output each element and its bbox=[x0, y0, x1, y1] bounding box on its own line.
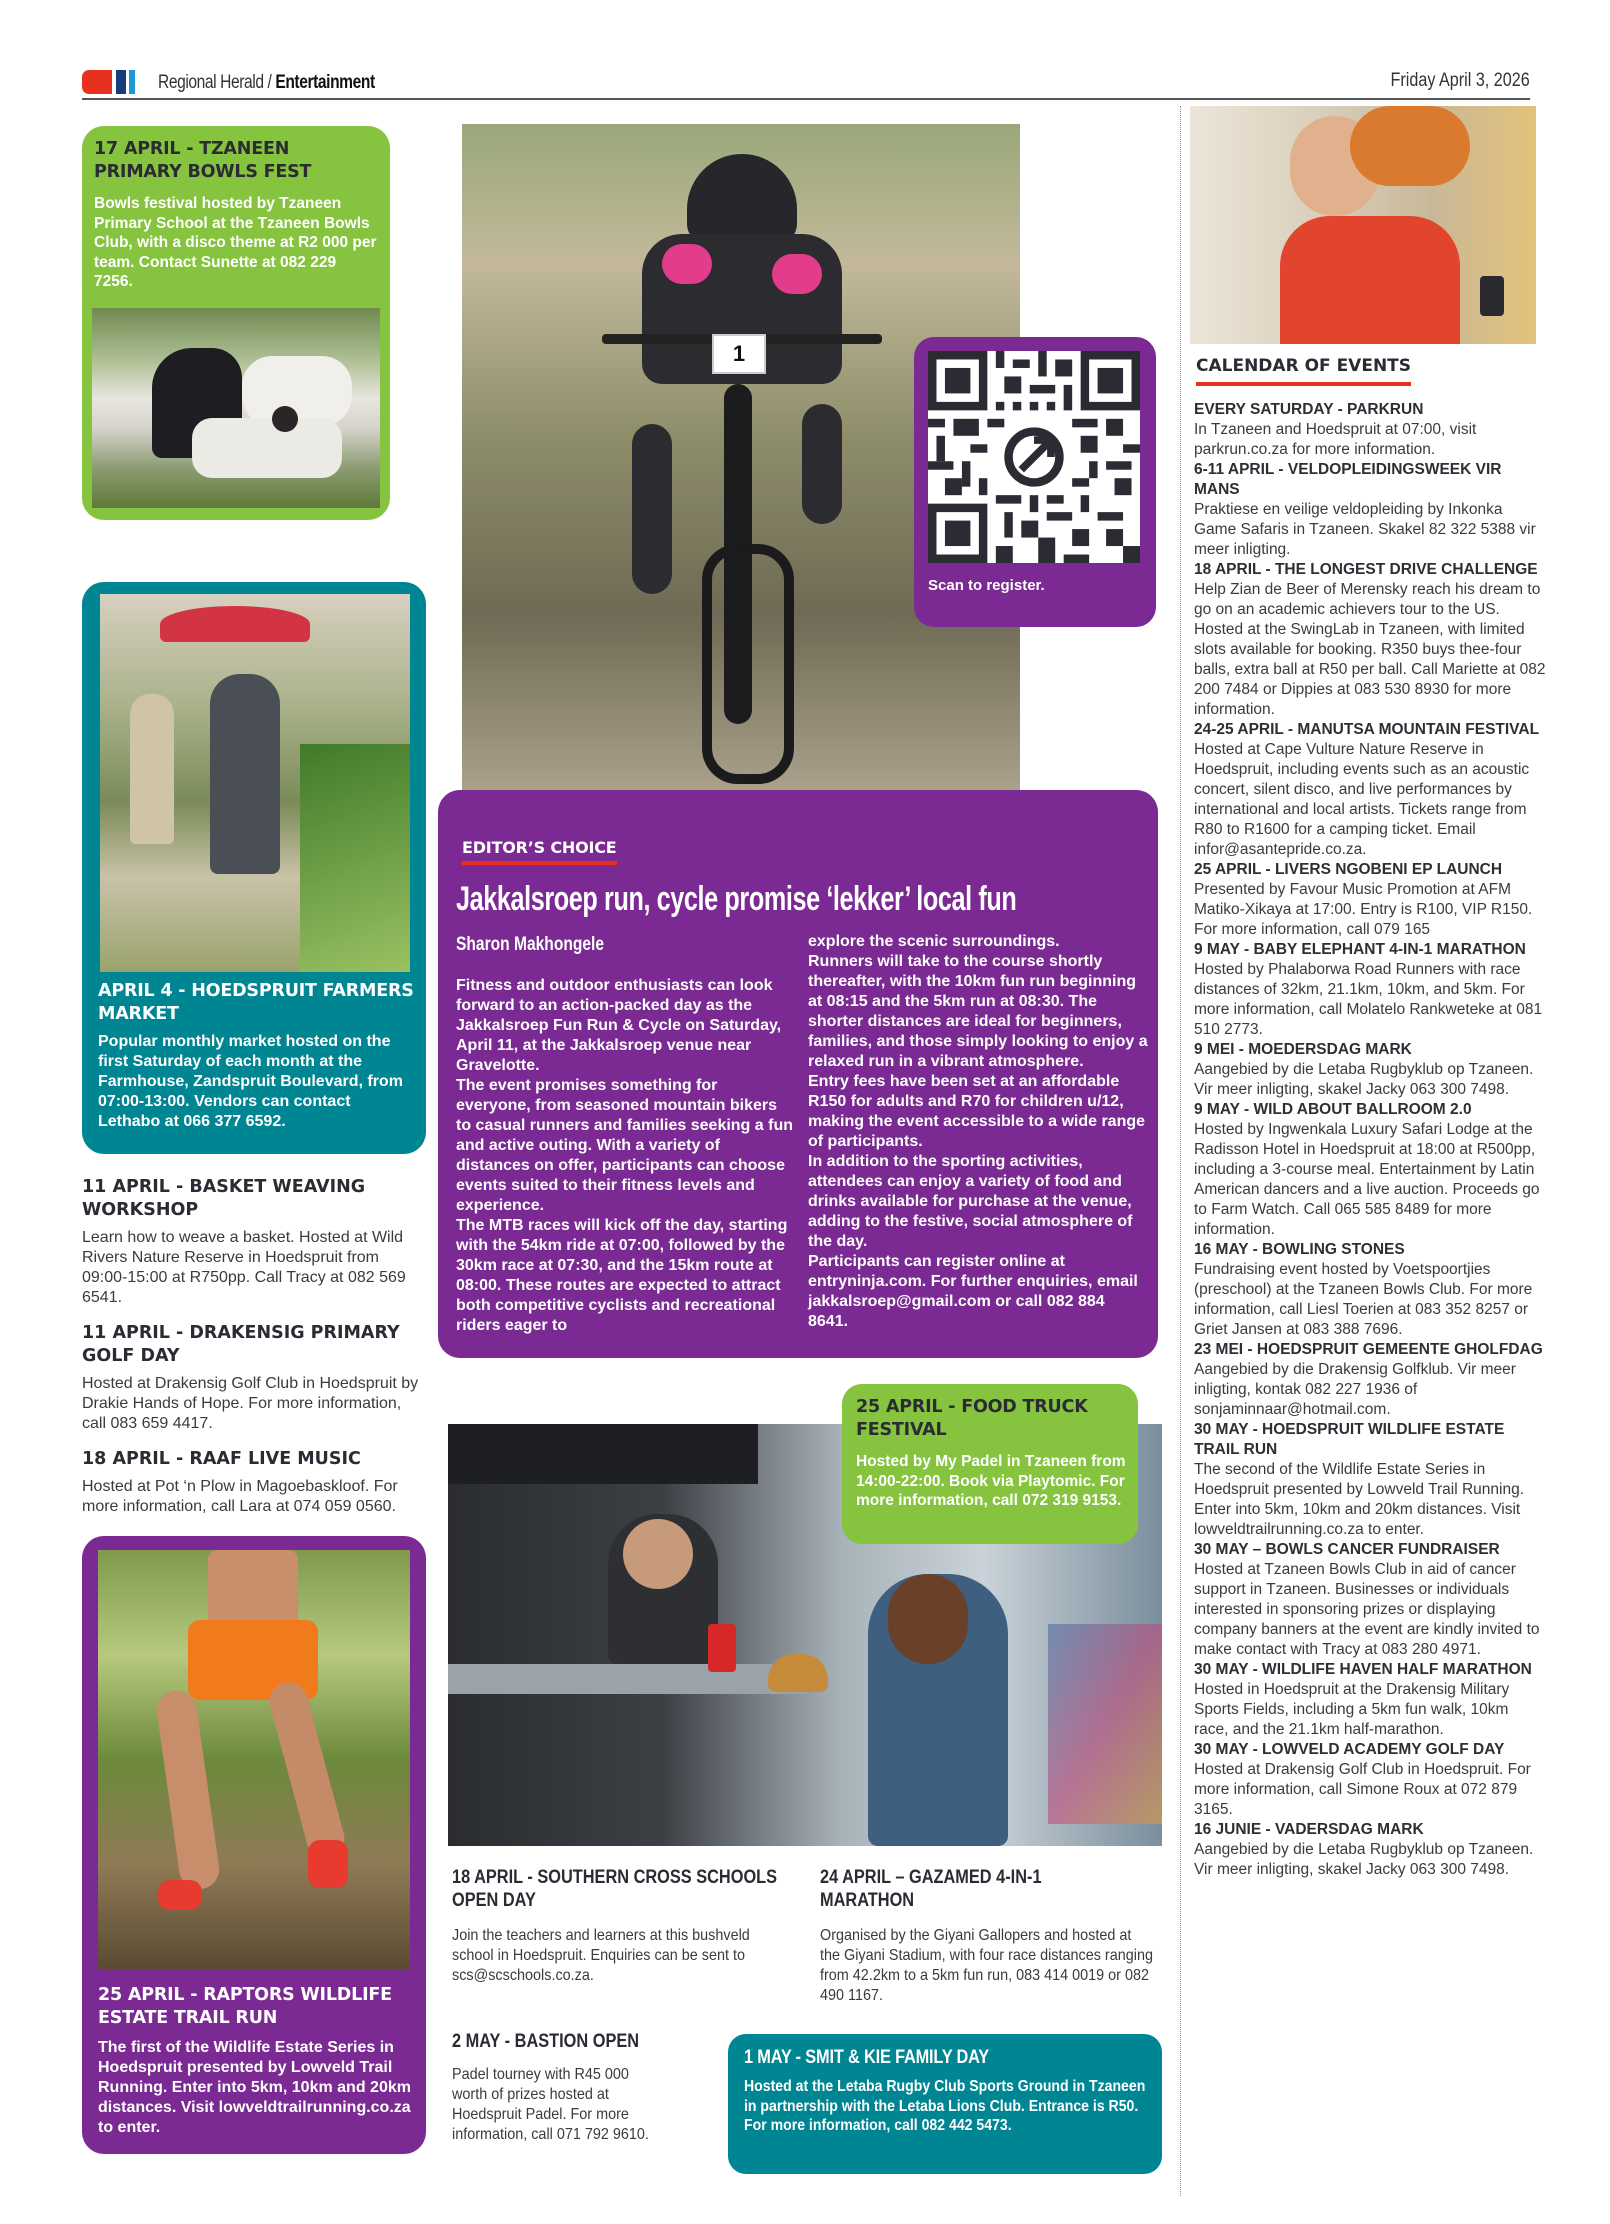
event-body: Popular monthly market hosted on the first Saturday of each month at the Farmhouse, Zandspruit Boulevard, from 07:00-13:00. Vendors can contact Lethabo at 066 377 6592. bbox=[98, 1033, 403, 1130]
article-paragraph: Entry fees have been set at an affordable R150 for adults and R70 for children u/12, making the event accessible to a wide range of participants. bbox=[808, 1073, 1146, 1150]
logo-blue-bar bbox=[129, 70, 135, 94]
calendar-item-body: Hosted at Tzaneen Bowls Club in aid of cancer support in Tzaneen. Businesses or individuals interested in sponsoring prizes or displaying company banners at the event are kindly invited to make contact with Tracy at 083 280 4971. bbox=[1194, 1561, 1540, 1658]
market-umbrella bbox=[160, 606, 310, 642]
calendar-item-body: Fundraising event hosted by Voetspoortjies (preschool) at the Tzaneen Bowls Club. For more information, call Liesl Toerien at 083 352 8257 or Griet Jansen at 083 388 7696. bbox=[1194, 1261, 1533, 1338]
red-cup bbox=[708, 1624, 736, 1672]
event-title: APRIL 4 - HOEDSPRUIT FARMERS MARKET bbox=[98, 981, 414, 1024]
calendar-item bbox=[1194, 1820, 1546, 1880]
calendar-item-body: Hosted at Drakensig Golf Club in Hoedspruit. For more information, call Simone Roux at 072 879 3165. bbox=[1194, 1761, 1531, 1818]
calendar-item-title: 9 MAY - BABY ELEPHANT 4-IN-1 MARATHON bbox=[1194, 941, 1526, 958]
calendar-item-body: Presented by Favour Music Promotion at AFM Matiko-Xikaya at 17:00. Entry is R100, VIP R150. For more information, call 079 165 bbox=[1194, 881, 1533, 938]
event-body: Hosted at Drakensig Golf Club in Hoedspruit by Drakie Hands of Hope. For more information, call 083 659 4417. bbox=[82, 1375, 419, 1432]
runner-red-top bbox=[1280, 216, 1460, 344]
event-body: Padel tourney with R45 000 worth of prizes hosted at Hoedspruit Padel. For more information, call 071 792 9610. bbox=[452, 2066, 649, 2143]
article-paragraph: explore the scenic surroundings. bbox=[808, 933, 1060, 950]
event-title: 25 APRIL - FOOD TRUCK FESTIVAL bbox=[856, 1397, 1088, 1440]
event-body: Bowls festival hosted by Tzaneen Primary School at the Tzaneen Bowls Club, with a disco theme at R2 000 per team. Contact Sunette at 082 229 7256. bbox=[94, 195, 377, 290]
helmet bbox=[687, 154, 797, 244]
bowl-ball bbox=[272, 406, 298, 432]
calendar-item-body: Praktiese en veilige veldopleiding by Inkonka Game Safaris in Tzaneen. Skakel 82 322 5388 vir meer inligting. bbox=[1194, 501, 1536, 558]
calendar-item-title: 16 JUNIE - VADERSDAG MARK bbox=[1194, 1821, 1424, 1838]
calendar-item-body: The second of the Wildlife Estate Series in Hoedspruit presented by Lowveld Trail Running. Enter into 5km, 10km and 20km distances. Visit lowveldtrailrunning.co.za to enter. bbox=[1194, 1461, 1524, 1538]
event-body: Learn how to weave a basket. Hosted at Wild Rivers Nature Reserve in Hoedspruit from 09:00-15:00 at R750pp. Call Tracy at 082 569 6541. bbox=[82, 1229, 406, 1306]
vendor-face bbox=[623, 1519, 693, 1589]
farmers-market-photo bbox=[100, 594, 410, 972]
calendar-item-title: 30 MAY - WILDLIFE HAVEN HALF MARATHON bbox=[1194, 1661, 1532, 1678]
event-card-farmers-market bbox=[82, 582, 426, 1154]
armband-phone bbox=[1480, 276, 1504, 316]
breadcrumb-separator: / bbox=[263, 72, 276, 93]
calendar-item bbox=[1194, 720, 1546, 860]
event-card-bowls-fest bbox=[82, 126, 390, 520]
article-kicker: EDITOR’S CHOICE bbox=[462, 838, 617, 865]
article-paragraph: Runners will take to the course shortly thereafter, with the 10km fun run beginning at 08:15 and the 5km run at 08:30. The shorter distances are ideal for beginners, families, and those simply looking to enjoy a relaxed run in a vibrant atmosphere. bbox=[808, 953, 1148, 1070]
event-title: 11 APRIL - DRAKENSIG PRIMARY GOLF DAY bbox=[82, 1323, 400, 1366]
plain-event-bastion-open bbox=[452, 2030, 652, 2145]
calendar-item-body: Hosted in Hoedspruit at the Drakensig Military Sports Fields, including a 5km fun walk, 10km race, and the 21.1km half-marathon. bbox=[1194, 1681, 1510, 1738]
shopper-figure-2 bbox=[130, 694, 174, 844]
event-title: 2 MAY - BASTION OPEN bbox=[452, 2031, 640, 2052]
masthead bbox=[82, 68, 1530, 100]
article-column-1 bbox=[456, 976, 796, 1336]
event-title: 18 APRIL - SOUTHERN CROSS SCHOOLS OPEN DAY bbox=[452, 1867, 778, 1911]
calendar-item-title: EVERY SATURDAY - PARKRUN bbox=[1194, 401, 1424, 418]
calendar-item-title: 30 MAY - HOEDSPRUIT WILDLIFE ESTATE TRAIL RUN bbox=[1194, 1421, 1505, 1458]
calendar-item-title: 9 MEI - MOEDERSDAG MARK bbox=[1194, 1041, 1412, 1058]
runner-shoe-2 bbox=[308, 1840, 348, 1888]
section-breadcrumb bbox=[158, 72, 375, 94]
calendar-item bbox=[1194, 560, 1546, 720]
plain-event-drakensig-golf bbox=[82, 1322, 422, 1434]
calendar-item-body: Hosted by Ingwenkala Luxury Safari Lodge at the Radisson Hotel in Hoedspruit at 18:00 at R500pp, including a 3-course meal. Entertainment by Latin American dancers and a live auction. Proceeds go to Farm Watch. Call 065 585 8489 for more information. bbox=[1194, 1121, 1540, 1238]
trail-runner-photo bbox=[98, 1550, 410, 1970]
calendar-item bbox=[1194, 1100, 1546, 1240]
calendar-item-title: 30 MAY - LOWVELD ACADEMY GOLF DAY bbox=[1194, 1741, 1505, 1758]
plain-event-raaf-live-music bbox=[82, 1448, 422, 1517]
event-title: 25 APRIL - RAPTORS WILDLIFE ESTATE TRAIL RUN bbox=[98, 1985, 392, 2028]
calendar-item bbox=[1194, 1540, 1546, 1660]
column-divider bbox=[1180, 106, 1181, 2196]
article-paragraph: The MTB races will kick off the day, starting with the 54km ride at 07:00, followed by the 30km race at 07:30, and the 15km route at 08:00. These routes are expected to attract both competitive cyclists and recreational riders eager to bbox=[456, 1217, 788, 1334]
lawn-bowls-photo bbox=[92, 308, 380, 508]
front-wheel bbox=[702, 544, 794, 784]
truck-awning bbox=[448, 1424, 758, 1484]
event-body: Hosted at the Letaba Rugby Club Sports Ground in Tzaneen in partnership with the Letaba Lions Club. Entrance is R50. For more information, call 082 442 5473. bbox=[744, 2078, 1146, 2134]
calendar-item-body: Help Zian de Beer of Merensky reach his dream to go on an academic achievers tour to the US. Hosted at the SwingLab in Tzaneen, with limited slots available for booking. R350 buys thee-four balls, extra ball at R50 per ball. Call Mariette at 082 200 7484 or Dippies at 083 530 8930 for more information. bbox=[1194, 581, 1546, 718]
logo-red-block bbox=[82, 70, 112, 94]
calendar-item-body: Hosted at Cape Vulture Nature Reserve in Hoedspruit, including events such as an acoustic concert, silent disco, and live performances by international and local artists. Tickets range from R80 to R1600 for a camping ticket. Email infor@asantepride.co.za. bbox=[1194, 741, 1530, 858]
logo-navy-bar bbox=[116, 70, 126, 94]
calendar-of-events bbox=[1194, 356, 1546, 1880]
calendar-item bbox=[1194, 860, 1546, 940]
article-paragraph: The event promises something for everyone, from seasoned mountain bikers to casual runners and families seeking a fun and active outing. With a variety of distances on offer, participants can choose events suited to their fitness levels and experience. bbox=[456, 1077, 793, 1214]
plain-event-basket-weaving bbox=[82, 1176, 422, 1308]
qr-caption: Scan to register. bbox=[928, 577, 1045, 594]
runner-torso bbox=[208, 1550, 298, 1630]
article-headline: Jakkalsroep run, cycle promise ‘lekker’ local fun bbox=[456, 880, 1017, 918]
qr-register-card[interactable] bbox=[914, 337, 1156, 627]
plain-event-southern-cross bbox=[452, 1866, 792, 1986]
runner-leg-left bbox=[154, 1688, 221, 1892]
calendar-item bbox=[1194, 940, 1546, 1040]
burger bbox=[768, 1654, 828, 1692]
calendar-item bbox=[1194, 1740, 1546, 1820]
shopper-figure bbox=[210, 674, 280, 874]
calendar-item bbox=[1194, 400, 1546, 460]
calendar-item-body: Aangebied by die Letaba Rugbyklub op Tzaneen. Vir meer inligting, skakel Jacky 063 300 7498. bbox=[1194, 1061, 1534, 1098]
calendar-item-title: 18 APRIL - THE LONGEST DRIVE CHALLENGE bbox=[1194, 561, 1538, 578]
calendar-item bbox=[1194, 1040, 1546, 1100]
graffiti-wall bbox=[1048, 1624, 1162, 1824]
woman-running-photo bbox=[1190, 106, 1536, 344]
event-body: Hosted by My Padel in Tzaneen from 14:00-22:00. Book via Playtomic. For more information, call 072 319 9153. bbox=[856, 1453, 1126, 1509]
event-body: The first of the Wildlife Estate Series in Hoedspruit presented by Lowveld Trail Running. Enter into 5km, 10km and 20km distances. Visit lowveldtrailrunning.co.za to enter. bbox=[98, 2039, 411, 2136]
publication-name: Regional Herald bbox=[158, 72, 264, 93]
issue-date: Friday April 3, 2026 bbox=[1390, 70, 1530, 91]
produce-stall bbox=[300, 744, 410, 972]
event-card-smit-kie-family-day bbox=[728, 2034, 1162, 2174]
calendar-item bbox=[1194, 460, 1546, 560]
calendar-item-body: Aangebied by die Letaba Rugbyklub op Tzaneen. Vir meer inligting, skakel Jacky 063 300 7498. bbox=[1194, 1841, 1534, 1878]
race-number-plate: 1 bbox=[712, 334, 766, 374]
jersey-pink-patch bbox=[662, 244, 712, 284]
calendar-item-title: 16 MAY - BOWLING STONES bbox=[1194, 1241, 1405, 1258]
event-title: 18 APRIL - RAAF LIVE MUSIC bbox=[82, 1449, 361, 1469]
calendar-item-title: 6-11 APRIL - VELDOPLEIDINGSWEEK VIR MANS bbox=[1194, 461, 1502, 498]
event-body: Join the teachers and learners at this bushveld school in Hoedspruit. Enquiries can be sent to scs@scschools.co.za. bbox=[452, 1927, 750, 1984]
featured-article bbox=[438, 790, 1158, 1358]
calendar-item-title: 24-25 APRIL - MANUTSA MOUNTAIN FESTIVAL bbox=[1194, 721, 1540, 738]
event-title: 11 APRIL - BASKET WEAVING WORKSHOP bbox=[82, 1177, 366, 1220]
calendar-item-title: 25 APRIL - LIVERS NGOBENI EP LAUNCH bbox=[1194, 861, 1503, 878]
plain-event-gazamed-marathon bbox=[820, 1866, 1160, 2006]
runner-hair bbox=[1350, 106, 1470, 186]
event-title: 17 APRIL - TZANEEN PRIMARY BOWLS FEST bbox=[94, 139, 312, 182]
bowler-trousers bbox=[192, 418, 342, 478]
calendar-item-title: 9 MAY - WILD ABOUT BALLROOM 2.0 bbox=[1194, 1101, 1472, 1118]
article-byline: Sharon Makhongele bbox=[456, 934, 605, 955]
calendar-item bbox=[1194, 1240, 1546, 1340]
calendar-item-body: Hosted by Phalaborwa Road Runners with race distances of 32km, 21.1km, 10km, and 5km. For more information, call Molatelo Rankweteke at 081 510 2773. bbox=[1194, 961, 1543, 1038]
event-title: 1 MAY - SMIT & KIE FAMILY DAY bbox=[744, 2047, 990, 2068]
calendar-item bbox=[1194, 1660, 1546, 1740]
article-paragraph: Fitness and outdoor enthusiasts can look forward to an action-packed day as the Jakkalsroep Fun Run & Cycle on Saturday, April 11, at the Jakkalsroep venue near Gravelotte. bbox=[456, 977, 782, 1074]
event-card-food-truck-festival bbox=[842, 1384, 1138, 1544]
calendar-list bbox=[1194, 400, 1546, 1880]
event-body: Hosted at Pot ‘n Plow in Magoebaskloof. For more information, call Lara at 074 059 0560. bbox=[82, 1478, 398, 1515]
calendar-item-body: In Tzaneen and Hoedspruit at 07:00, visit parkrun.co.za for more information. bbox=[1194, 421, 1477, 458]
event-body: Organised by the Giyani Gallopers and hosted at the Giyani Stadium, with four race distances ranging from 42.2km to a 5km fun run, 083 414 0019 or 082 490 1167. bbox=[820, 1927, 1153, 2004]
rider-leg-right bbox=[802, 404, 842, 524]
calendar-item bbox=[1194, 1340, 1546, 1420]
qr-code-icon[interactable] bbox=[928, 351, 1140, 563]
calendar-title: CALENDAR OF EVENTS bbox=[1196, 356, 1411, 386]
runner-shoe bbox=[158, 1880, 202, 1910]
customer-hair bbox=[888, 1574, 968, 1664]
truck-counter bbox=[448, 1664, 808, 1694]
article-paragraph: Participants can register online at entryninja.com. For further enquiries, email jakkalsroep@gmail.com or call 082 884 8641. bbox=[808, 1253, 1138, 1330]
calendar-item-title: 23 MEI - HOEDSPRUIT GEMEENTE GHOLFDAG bbox=[1194, 1341, 1543, 1358]
plain-event-list bbox=[82, 1176, 422, 1517]
calendar-item-title: 30 MAY – BOWLS CANCER FUNDRAISER bbox=[1194, 1541, 1500, 1558]
calendar-item bbox=[1194, 1420, 1546, 1540]
rider-leg-left bbox=[632, 424, 672, 594]
event-card-raptors-trail-run bbox=[82, 1536, 426, 2154]
calendar-item-body: Aangebied by die Drakensig Golfklub. Vir meer inligting, kontak 082 227 1936 of sonjaminnaar@hotmail.com. bbox=[1194, 1361, 1516, 1418]
jersey-pink-patch-2 bbox=[772, 254, 822, 294]
event-title: 24 APRIL – GAZAMED 4-IN-1 MARATHON bbox=[820, 1867, 1042, 1911]
article-paragraph: In addition to the sporting activities, attendees can enjoy a variety of food and drinks available for purchase at the venue, adding to the festive, social atmosphere of the day. bbox=[808, 1153, 1133, 1250]
article-column-2 bbox=[808, 932, 1148, 1332]
section-name: Entertainment bbox=[275, 72, 375, 93]
runner-leg-right bbox=[265, 1678, 348, 1862]
